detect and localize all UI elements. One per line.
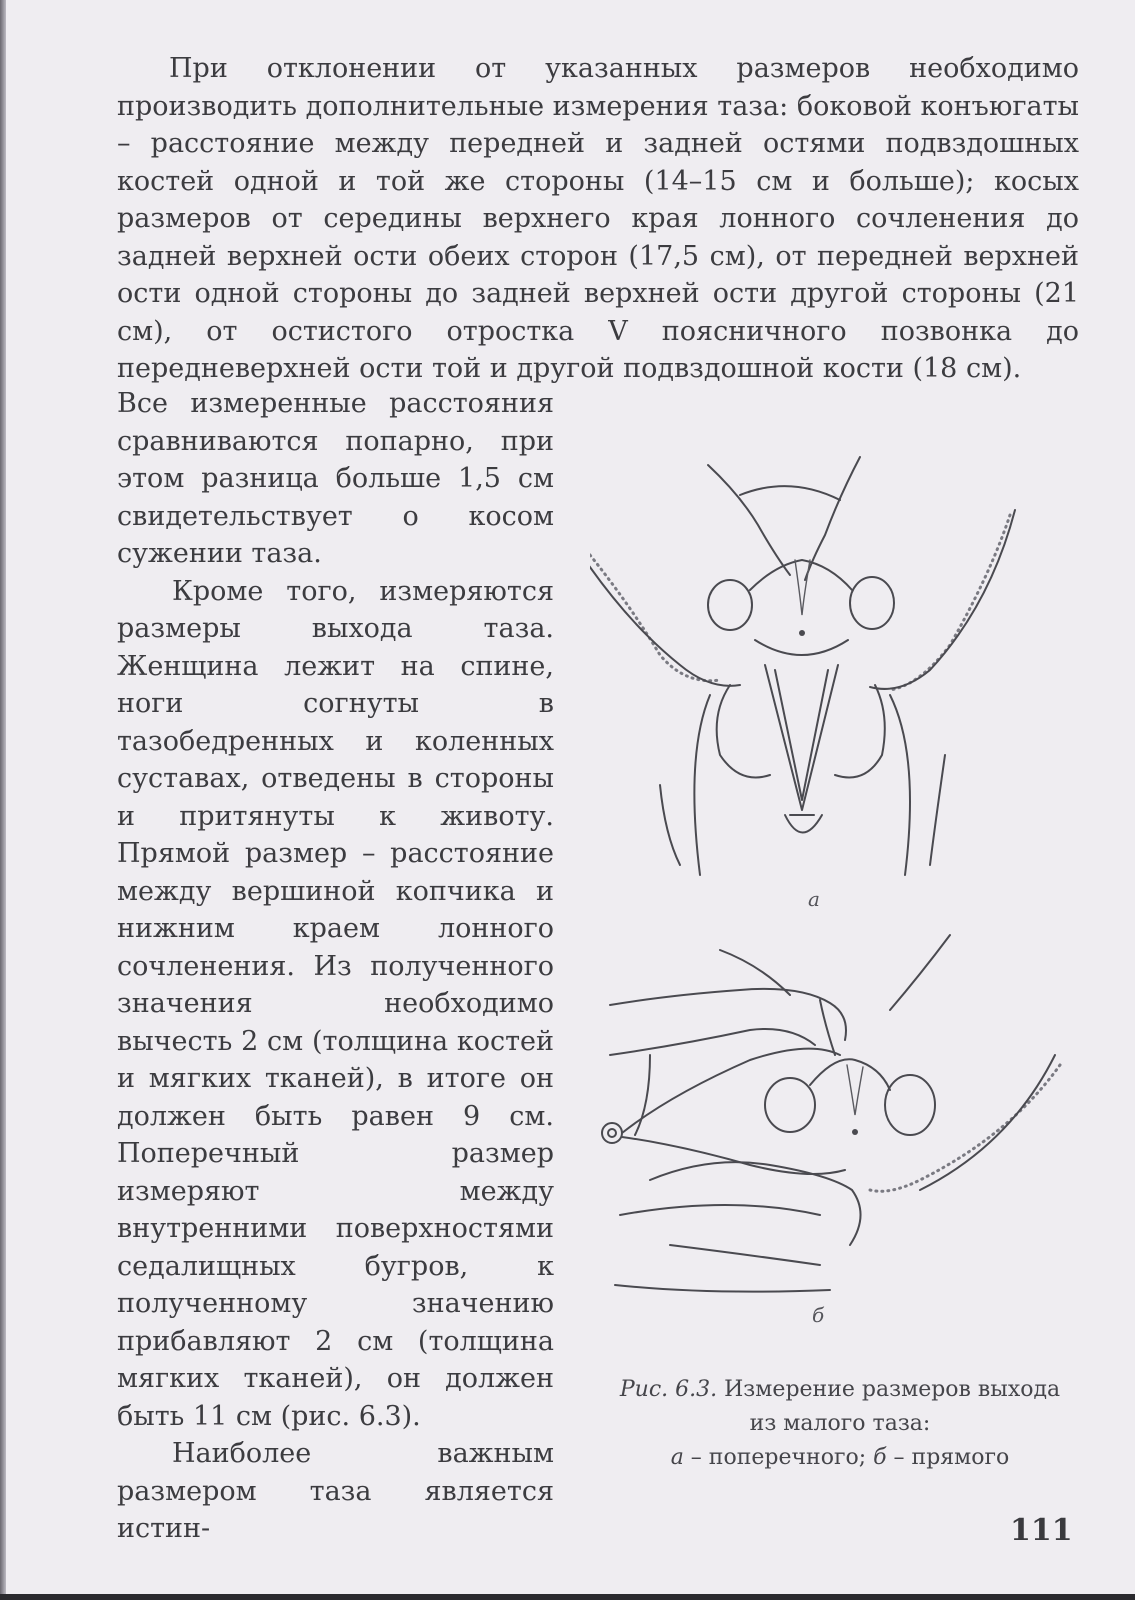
caption-text-a: – поперечного; [683, 1445, 874, 1470]
page-number: 111 [1010, 1513, 1073, 1548]
illustration-transverse-measurement [590, 457, 1015, 875]
intro-paragraph: При отклонении от указанных размеров необходимо производить дополнительные измерения таза: боковой конъюгаты – расстояние между передней и задней остями подвздошных костей одной и той же стороны (14–15 см и больше); косых размеров от середины верхнего края лонного сочленения до задней верхней ости обеих сторон (17,5 см), от передней верхней ости одной стороны до задней верхней ости другой стороны (21 см), от остистого отростка V поясничного позвонка до передневерхней ости той и другой подвздошной кости (18 см). [117, 53, 1079, 384]
pelvic-outlet-illustration [590, 455, 1090, 1355]
caption-label-a: а [670, 1445, 684, 1470]
caption-line-2: из малого таза: [749, 1411, 931, 1436]
figure-label-b: б [812, 1303, 825, 1327]
paragraph-pelvic-outlet: Кроме того, измеряются размеры выхода таза. Женщина лежит на спине, ноги согнуты в тазобедренных и коленных суставах, отведены в стороны и притянуты к животу. Прямой размер – расстояние между вершиной копчика и нижним краем лонного сочленения. Из полученного значения необходимо вычесть 2 см (толщина костей и мягких тканей), в итоге он должен быть равен 9 см. Поперечный размер измеряют между внутренними поверхностями седалищных бугров, к полученному значению прибавляют 2 см (толщина мягких тканей), он должен быть 11 см (рис. 6.3). [117, 575, 554, 1432]
page-binding-edge [0, 0, 6, 1600]
caption-line-3 [580, 1441, 1100, 1475]
figure-6-3 [590, 455, 1090, 1355]
illustration-direct-measurement [602, 935, 1060, 1292]
paragraph-pairwise-comparison: Все измеренные расстояния сравниваются попарно, при этом разница больше 1,5 см свидетельствует о косом сужении таза. [117, 388, 554, 569]
page-bottom-edge [0, 1594, 1135, 1600]
caption-label-b: б [873, 1445, 887, 1470]
caption-line-1 [580, 1373, 1100, 1407]
figure-label-a: а [808, 887, 820, 911]
paragraph-true-conjugate: Наиболее важным размером таза является истин- [117, 1438, 554, 1544]
caption-title: Измерение размеров выхода [724, 1377, 1061, 1402]
caption-text-b: – прямого [886, 1445, 1010, 1470]
figure-caption [580, 1373, 1100, 1475]
left-column [117, 385, 554, 1548]
caption-figure-reference: Рис. 6.3. [619, 1377, 718, 1402]
